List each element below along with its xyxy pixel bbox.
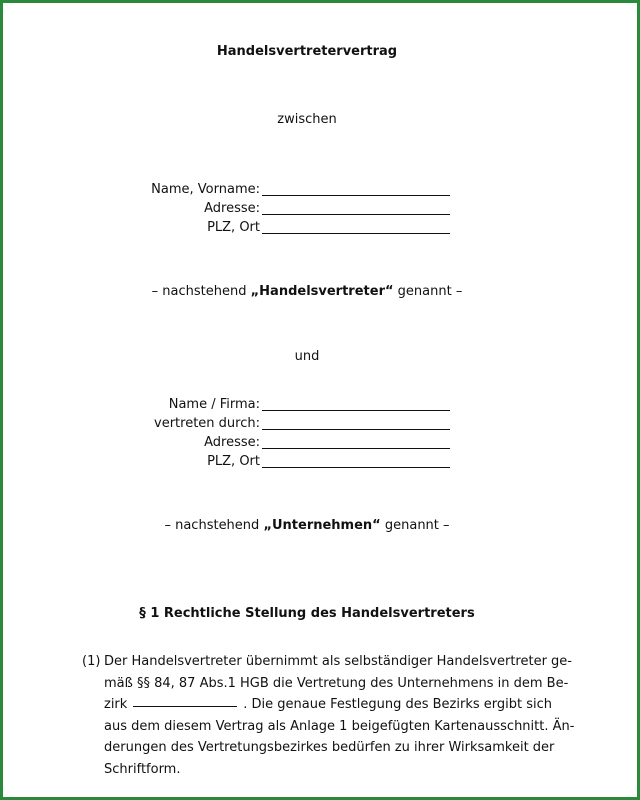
party2-city-blank	[262, 467, 450, 468]
party2-address-field[interactable]	[0, 435, 640, 453]
party2-city-field[interactable]	[0, 454, 640, 472]
party1-city-blank	[262, 233, 450, 234]
party2-designation-suffix: genannt –	[380, 518, 450, 533]
party1-address-label: Adresse:	[204, 201, 260, 216]
paragraph-line-district	[104, 694, 552, 716]
and-label: und	[294, 349, 320, 364]
party2-representative-blank	[262, 429, 450, 430]
paragraph-line: Schriftform.	[104, 761, 181, 777]
party1-city-field[interactable]	[0, 220, 640, 238]
section-1-paragraph-1	[82, 651, 575, 781]
party1-designation	[0, 284, 614, 299]
party2-company-label: Name / Firma:	[168, 397, 260, 412]
district-blank[interactable]	[133, 694, 237, 707]
paragraph-number: (1)	[82, 654, 101, 669]
paragraph-line: derungen des Vertretungsbezirkes bedürfen zu ihrer Wirksamkeit der	[104, 740, 555, 756]
paragraph-line: aus dem diesem Vertrag als Anlage 1 beigefügten Kartenausschnitt. Än-	[104, 718, 575, 734]
section-1-heading: § 1 Rechtliche Stellung des Handelsvertreters	[139, 606, 475, 621]
district-word: zirk	[104, 697, 128, 713]
contract-title: Handelsvertretervertrag	[216, 44, 398, 59]
party2-designation	[0, 518, 614, 533]
party2-designation-prefix: – nachstehend	[164, 518, 264, 533]
party2-company-blank	[262, 410, 450, 411]
party1-designation-prefix: – nachstehend	[151, 284, 251, 299]
party1-name-label: Name, Vorname:	[151, 182, 260, 197]
party2-address-label: Adresse:	[204, 435, 260, 450]
paragraph-line: Der Handelsvertreter übernimmt als selbständiger Handelsvertreter ge-	[104, 654, 572, 669]
party1-address-field[interactable]	[0, 201, 640, 219]
party1-name-blank	[262, 195, 450, 196]
party1-designation-suffix: genannt –	[393, 284, 463, 299]
party1-name-field[interactable]	[0, 182, 640, 200]
party1-address-blank	[262, 214, 450, 215]
party2-representative-field[interactable]	[0, 416, 640, 434]
party1-city-label: PLZ, Ort	[207, 220, 260, 235]
party2-designation-term: „Unternehmen“	[263, 518, 381, 533]
paragraph-line: mäß §§ 84, 87 Abs.1 HGB die Vertretung des Unternehmens in dem Be-	[104, 675, 569, 691]
between-label: zwischen	[277, 112, 337, 127]
party2-company-field[interactable]	[0, 397, 640, 415]
district-remainder: . Die genaue Festlegung des Bezirks ergibt sich	[243, 697, 552, 713]
party2-city-label: PLZ, Ort	[207, 454, 260, 469]
party2-address-blank	[262, 448, 450, 449]
party1-designation-term: „Handelsvertreter“	[250, 284, 394, 299]
party2-representative-label: vertreten durch:	[154, 416, 260, 431]
